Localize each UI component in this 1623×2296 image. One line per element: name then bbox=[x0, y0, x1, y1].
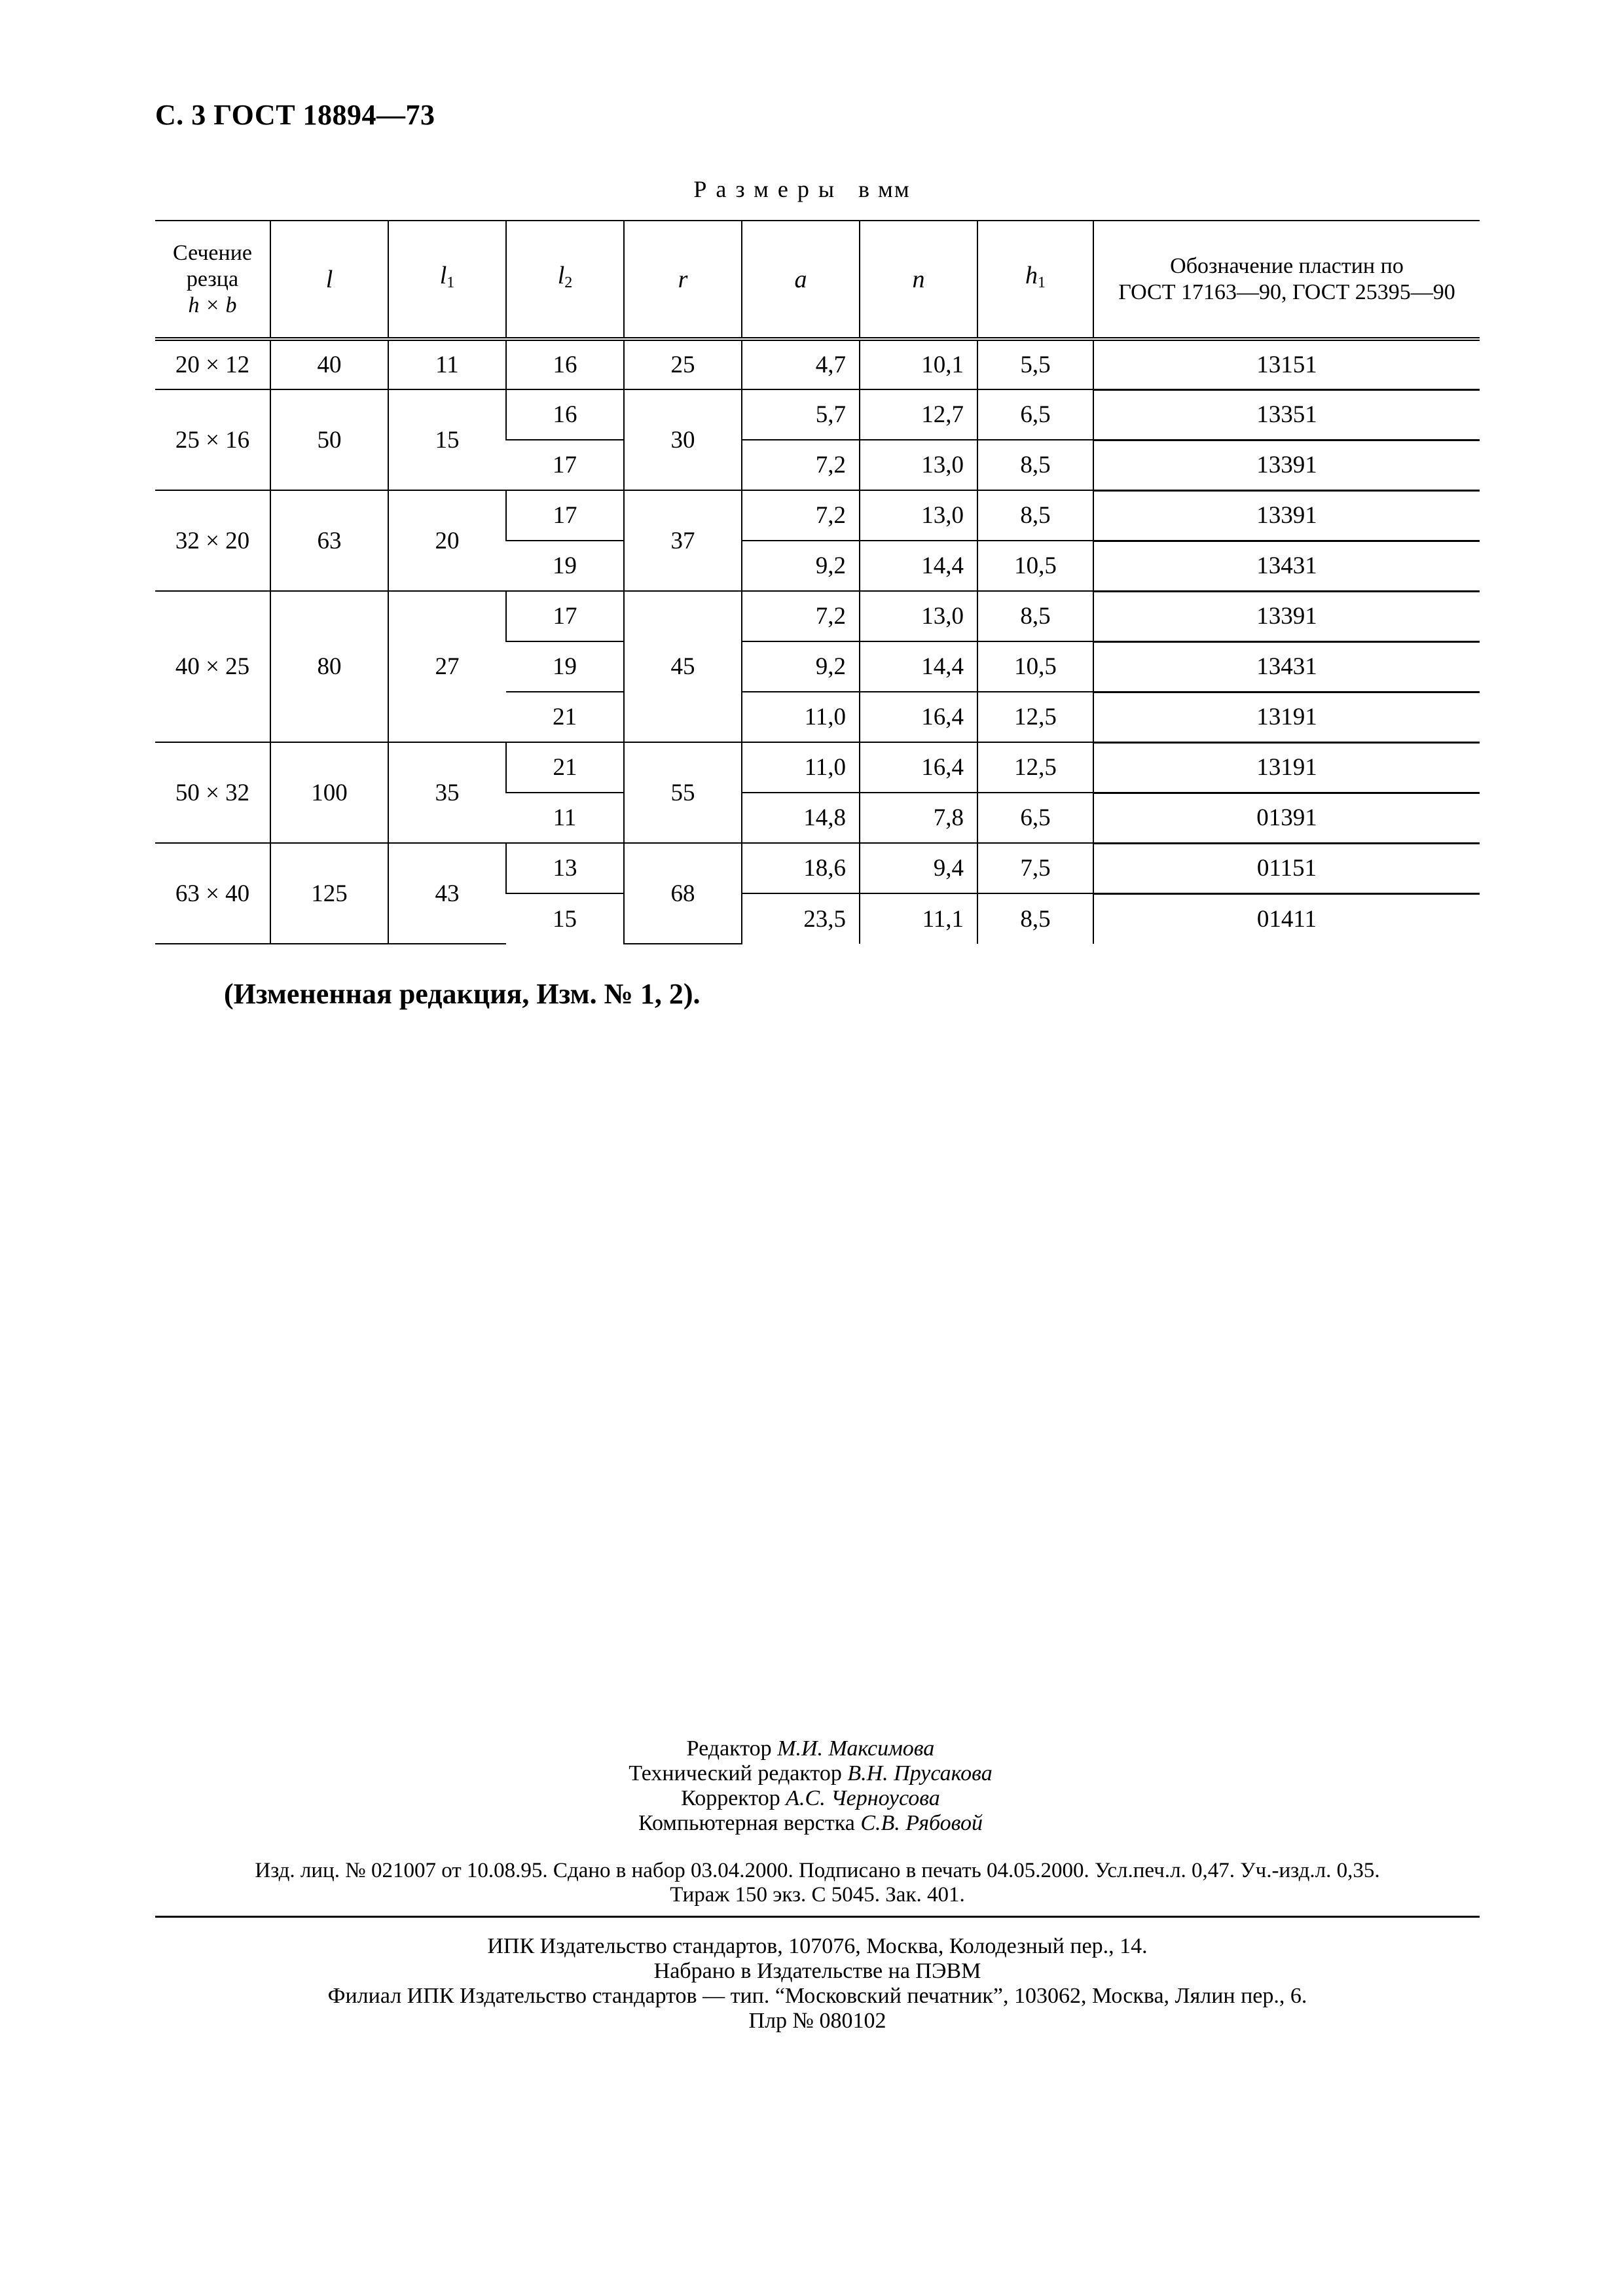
cell-l1: 15 bbox=[388, 389, 506, 490]
cell-l2: 17 bbox=[506, 490, 624, 541]
header-h1 bbox=[977, 221, 1093, 339]
header-section-line3: h × b bbox=[188, 293, 237, 317]
cell-l2: 15 bbox=[553, 905, 577, 933]
cell-n: 16,4 bbox=[860, 742, 977, 793]
header-plate-line1: Обозначение пластин по bbox=[1170, 253, 1404, 278]
cell-l: 40 bbox=[270, 339, 388, 389]
cell-l: 80 bbox=[270, 591, 388, 742]
cell-section: 25 × 16 bbox=[155, 389, 270, 490]
header-n: n bbox=[860, 221, 977, 339]
cell-l1: 43 bbox=[388, 843, 506, 944]
units-caption bbox=[655, 175, 949, 203]
cell-a: 9,2 bbox=[742, 541, 860, 591]
cell-l2: 17 bbox=[506, 440, 624, 490]
cell-a: 11,0 bbox=[742, 692, 860, 742]
cell-n: 14,4 bbox=[860, 541, 977, 591]
cell-n: 9,4 bbox=[860, 843, 977, 893]
cell-h1: 12,5 bbox=[977, 692, 1093, 742]
cell-n: 13,0 bbox=[860, 591, 977, 641]
credits bbox=[458, 1736, 1163, 1836]
cell-r: 30 bbox=[624, 389, 742, 490]
imprint bbox=[155, 1934, 1480, 2034]
cell-l2: 21 bbox=[506, 692, 624, 742]
cell-l2: 21 bbox=[506, 742, 624, 793]
cell-l1: 27 bbox=[388, 591, 506, 742]
cell-plate: 13351 bbox=[1093, 389, 1480, 440]
cell-a: 14,8 bbox=[742, 793, 860, 843]
cell-l: 125 bbox=[270, 843, 388, 944]
cell-plate: 13391 bbox=[1093, 440, 1480, 490]
page-header: С. 3 ГОСТ 18894—73 bbox=[155, 99, 435, 131]
cell-l: 63 bbox=[270, 490, 388, 591]
cell-h1: 8,5 bbox=[977, 591, 1093, 641]
cell-l1: 11 bbox=[388, 339, 506, 389]
credit-layout-label: Компьютерная верстка bbox=[638, 1811, 855, 1835]
cell-h1: 6,5 bbox=[977, 389, 1093, 440]
cell-h1: 5,5 bbox=[977, 339, 1093, 389]
cell-l2: 17 bbox=[506, 591, 624, 641]
cell-l1: 20 bbox=[388, 490, 506, 591]
header-l1 bbox=[388, 221, 506, 339]
cell-r: 37 bbox=[624, 490, 742, 591]
cell-l2: 16 bbox=[506, 389, 624, 440]
credit-tech-editor-name: В.Н. Прусакова bbox=[847, 1761, 993, 1785]
cell-plate: 13191 bbox=[1093, 692, 1480, 742]
cell-plate: 13391 bbox=[1093, 591, 1480, 641]
table-row bbox=[155, 339, 1480, 389]
cell-a: 9,2 bbox=[742, 641, 860, 692]
dimensions-table bbox=[155, 220, 1480, 944]
credit-tech-editor-label: Технический редактор bbox=[629, 1761, 842, 1785]
cell-plate: 01391 bbox=[1093, 793, 1480, 843]
table-body bbox=[155, 339, 1480, 944]
cell-a: 18,6 bbox=[742, 843, 860, 893]
imprint-line-2: Набрано в Издательстве на ПЭВМ bbox=[653, 1959, 981, 1983]
cell-a: 4,7 bbox=[742, 339, 860, 389]
header-section-line2: резца bbox=[186, 266, 239, 291]
cell-section: 63 × 40 bbox=[155, 843, 270, 944]
table-row bbox=[155, 843, 1480, 893]
cell-h1: 8,5 bbox=[977, 490, 1093, 541]
cell-h1: 8,5 bbox=[977, 440, 1093, 490]
cell-a: 23,5 bbox=[742, 893, 860, 944]
cell-l2: 11 bbox=[506, 793, 624, 843]
credit-layout-name: С.В. Рябовой bbox=[860, 1811, 983, 1835]
units-caption-prefix: Размеры bbox=[693, 176, 844, 202]
credit-editor-label: Редактор bbox=[686, 1736, 772, 1761]
cell-section: 20 × 12 bbox=[155, 339, 270, 389]
header-a: a bbox=[742, 221, 860, 339]
header-l1-sub: 1 bbox=[447, 274, 455, 291]
imprint-line-1: ИПК Издательство стандартов, 107076, Москва, Колодезный пер., 14. bbox=[487, 1934, 1148, 1958]
table-row bbox=[155, 389, 1480, 440]
cell-h1: 12,5 bbox=[977, 742, 1093, 793]
credit-tech-editor bbox=[458, 1761, 1163, 1786]
credit-editor-name: М.И. Максимова bbox=[777, 1736, 935, 1761]
header-h1-sub: 1 bbox=[1038, 274, 1046, 291]
cell-plate: 13391 bbox=[1093, 490, 1480, 541]
cell-h1: 8,5 bbox=[977, 893, 1093, 944]
cell-plate: 01411 bbox=[1093, 893, 1480, 944]
header-h1-base: h bbox=[1025, 262, 1038, 289]
horizontal-rule bbox=[155, 1916, 1480, 1918]
publication-line-1: Изд. лиц. № 021007 от 10.08.95. Сдано в набор 03.04.2000. Подписано в печать 04.05.2000. Усл.печ.л. 0,47. Уч.-изд.л. 0,35. bbox=[255, 1859, 1380, 1882]
credit-layout bbox=[458, 1811, 1163, 1836]
header-section bbox=[155, 221, 270, 339]
cell-l2: 16 bbox=[506, 339, 624, 389]
cell-r: 25 bbox=[624, 339, 742, 389]
cell-n: 13,0 bbox=[860, 490, 977, 541]
imprint-line-3: Филиал ИПК Издательство стандартов — тип. “Московский печатник”, 103062, Москва, Лялин пер., 6. bbox=[327, 1984, 1307, 2008]
credit-proofreader bbox=[458, 1786, 1163, 1811]
header-r: r bbox=[624, 221, 742, 339]
cell-l2: 19 bbox=[506, 641, 624, 692]
table-header-row bbox=[155, 221, 1480, 339]
cell-h1: 6,5 bbox=[977, 793, 1093, 843]
amendment-note: (Измененная редакция, Изм. № 1, 2). bbox=[224, 978, 701, 1010]
cell-l1: 35 bbox=[388, 742, 506, 843]
cell-h1: 10,5 bbox=[977, 641, 1093, 692]
cell-n: 11,1 bbox=[860, 893, 977, 944]
cell-plate: 01151 bbox=[1093, 843, 1480, 893]
cell-r: 68 bbox=[624, 843, 742, 944]
cell-a: 7,2 bbox=[742, 591, 860, 641]
cell-n: 12,7 bbox=[860, 389, 977, 440]
cell-l: 100 bbox=[270, 742, 388, 843]
header-section-line1: Сечение bbox=[172, 240, 252, 265]
units-caption-unit: в мм bbox=[858, 176, 911, 202]
cell-l2: 19 bbox=[506, 541, 624, 591]
header-l2-base: l bbox=[557, 262, 565, 289]
cell-n: 14,4 bbox=[860, 641, 977, 692]
header-l: l bbox=[270, 221, 388, 339]
cell-h1: 10,5 bbox=[977, 541, 1093, 591]
publication-info bbox=[155, 1859, 1480, 1907]
cell-section: 32 × 20 bbox=[155, 490, 270, 591]
table-row bbox=[155, 742, 1480, 793]
cell-r: 55 bbox=[624, 742, 742, 843]
cell-plate: 13151 bbox=[1093, 339, 1480, 389]
cell-a: 11,0 bbox=[742, 742, 860, 793]
cell-l2: 13 bbox=[506, 843, 624, 893]
cell-n: 16,4 bbox=[860, 692, 977, 742]
cell-a: 5,7 bbox=[742, 389, 860, 440]
credit-proofreader-label: Корректор bbox=[681, 1786, 780, 1810]
cell-n: 10,1 bbox=[860, 339, 977, 389]
cell-r: 45 bbox=[624, 591, 742, 742]
header-plate-line2: ГОСТ 17163—90, ГОСТ 25395—90 bbox=[1118, 279, 1455, 304]
credit-proofreader-name: А.С. Черноусова bbox=[786, 1786, 940, 1810]
publication-line-2: Тираж 150 экз. С 5045. Зак. 401. bbox=[670, 1883, 965, 1907]
cell-section: 50 × 32 bbox=[155, 742, 270, 843]
cell-section: 40 × 25 bbox=[155, 591, 270, 742]
cell-n: 13,0 bbox=[860, 440, 977, 490]
header-plate bbox=[1093, 221, 1480, 339]
table-row bbox=[155, 591, 1480, 641]
header-l1-base: l bbox=[439, 262, 447, 289]
cell-n: 7,8 bbox=[860, 793, 977, 843]
imprint-line-4: Плр № 080102 bbox=[748, 2009, 886, 2033]
cell-h1: 7,5 bbox=[977, 843, 1093, 893]
header-l2-sub: 2 bbox=[564, 274, 573, 291]
credit-editor bbox=[458, 1736, 1163, 1761]
table-row bbox=[155, 490, 1480, 541]
cell-a: 7,2 bbox=[742, 490, 860, 541]
cell-plate: 13431 bbox=[1093, 541, 1480, 591]
cell-a: 7,2 bbox=[742, 440, 860, 490]
cell-l: 50 bbox=[270, 389, 388, 490]
cell-plate: 13191 bbox=[1093, 742, 1480, 793]
header-l2 bbox=[506, 221, 624, 339]
cell-plate: 13431 bbox=[1093, 641, 1480, 692]
